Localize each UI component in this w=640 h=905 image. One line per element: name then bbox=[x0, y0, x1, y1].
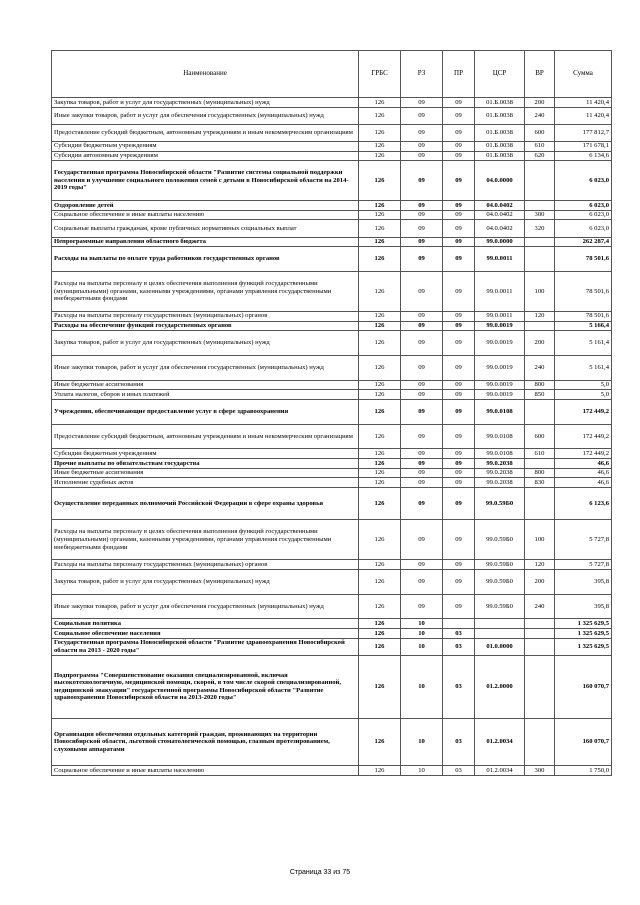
table-row bbox=[52, 331, 612, 356]
cell-vr bbox=[525, 201, 555, 211]
cell-csr: 99.0.0108 bbox=[475, 424, 525, 449]
cell-vr: 830 bbox=[525, 478, 555, 488]
cell-csr: 99.0.59Б0 bbox=[475, 594, 525, 619]
cell-vr: 850 bbox=[525, 390, 555, 400]
cell-pr: 09 bbox=[443, 520, 475, 560]
cell-rz: 09 bbox=[401, 449, 443, 459]
cell-name: Расходы на выплаты по оплате труда работников государственных органов bbox=[52, 247, 359, 272]
cell-grbs: 126 bbox=[359, 594, 401, 619]
table-row bbox=[52, 380, 612, 390]
table-row bbox=[52, 468, 612, 478]
cell-csr: 99.0.0108 bbox=[475, 399, 525, 424]
table-row bbox=[52, 237, 612, 247]
cell-grbs: 126 bbox=[359, 331, 401, 356]
table-row bbox=[52, 718, 612, 766]
table-row bbox=[52, 220, 612, 237]
cell-vr bbox=[525, 718, 555, 766]
cell-csr: 01.2.0034 bbox=[475, 766, 525, 776]
cell-csr: 99.0.0019 bbox=[475, 390, 525, 400]
cell-vr: 100 bbox=[525, 520, 555, 560]
cell-vr: 240 bbox=[525, 594, 555, 619]
cell-grbs: 126 bbox=[359, 655, 401, 718]
cell-grbs: 126 bbox=[359, 629, 401, 639]
cell-rz: 09 bbox=[401, 468, 443, 478]
cell-name: Закупка товаров, работ и услуг для государственных (муниципальных) нужд bbox=[52, 98, 359, 108]
table-row bbox=[52, 399, 612, 424]
cell-sum: 262 287,4 bbox=[555, 237, 612, 247]
cell-rz: 09 bbox=[401, 520, 443, 560]
cell-grbs: 126 bbox=[359, 468, 401, 478]
cell-name: Социальное обеспечение и иные выплаты населению bbox=[52, 210, 359, 220]
cell-csr: 99.0.0019 bbox=[475, 331, 525, 356]
cell-grbs: 126 bbox=[359, 478, 401, 488]
cell-rz: 09 bbox=[401, 594, 443, 619]
cell-name: Расходы на выплаты персоналу государственных (муниципальных) органов bbox=[52, 560, 359, 570]
cell-grbs: 126 bbox=[359, 321, 401, 331]
cell-name: Расходы на выплаты персоналу в целях обеспечения выполнения функций государственными (муниципальными) органами, казенными учреждениями, органами управления государственными внебюджетными фондами bbox=[52, 271, 359, 311]
cell-pr: 09 bbox=[443, 380, 475, 390]
cell-grbs: 126 bbox=[359, 124, 401, 141]
cell-pr: 09 bbox=[443, 390, 475, 400]
table-row bbox=[52, 124, 612, 141]
cell-rz: 09 bbox=[401, 424, 443, 449]
table-row bbox=[52, 619, 612, 629]
cell-name: Социальная политика bbox=[52, 619, 359, 629]
cell-name: Закупка товаров, работ и услуг для государственных (муниципальных) нужд bbox=[52, 331, 359, 356]
cell-sum: 5 161,4 bbox=[555, 331, 612, 356]
cell-pr: 03 bbox=[443, 766, 475, 776]
header-name: Наименование bbox=[52, 51, 359, 98]
cell-sum: 46,6 bbox=[555, 478, 612, 488]
cell-pr: 09 bbox=[443, 399, 475, 424]
cell-sum: 1 325 629,5 bbox=[555, 619, 612, 629]
cell-sum: 172 449,2 bbox=[555, 399, 612, 424]
cell-vr: 300 bbox=[525, 766, 555, 776]
cell-sum: 6 023,0 bbox=[555, 201, 612, 211]
cell-csr: 99.0.2038 bbox=[475, 478, 525, 488]
budget-table bbox=[51, 50, 612, 776]
cell-vr: 600 bbox=[525, 124, 555, 141]
cell-vr bbox=[525, 161, 555, 201]
cell-pr: 09 bbox=[443, 449, 475, 459]
cell-rz: 09 bbox=[401, 210, 443, 220]
cell-csr: 99.0.0000 bbox=[475, 237, 525, 247]
cell-grbs: 126 bbox=[359, 619, 401, 629]
cell-name: Государственная программа Новосибирской области "Развитие здравоохранения Новосибирской области на 2013 - 2020 годы" bbox=[52, 638, 359, 655]
cell-rz: 09 bbox=[401, 331, 443, 356]
cell-grbs: 126 bbox=[359, 520, 401, 560]
cell-name: Субсидии автономным учреждениям bbox=[52, 151, 359, 161]
table-row bbox=[52, 655, 612, 718]
cell-name: Иные закупки товаров, работ и услуг для обеспечения государственных (муниципальных) нужд bbox=[52, 355, 359, 380]
cell-sum: 78 501,6 bbox=[555, 271, 612, 311]
cell-rz: 10 bbox=[401, 619, 443, 629]
cell-pr: 09 bbox=[443, 151, 475, 161]
cell-vr: 120 bbox=[525, 560, 555, 570]
cell-sum: 5 161,4 bbox=[555, 355, 612, 380]
cell-vr: 610 bbox=[525, 449, 555, 459]
cell-sum: 78 501,6 bbox=[555, 247, 612, 272]
cell-name: Непрограммные направления областного бюджета bbox=[52, 237, 359, 247]
cell-rz: 09 bbox=[401, 247, 443, 272]
cell-pr bbox=[443, 619, 475, 629]
cell-name: Уплата налогов, сборов и иных платежей bbox=[52, 390, 359, 400]
table-row bbox=[52, 520, 612, 560]
cell-sum: 5 727,8 bbox=[555, 560, 612, 570]
cell-name: Социальное обеспечение и иные выплаты населению bbox=[52, 766, 359, 776]
cell-rz: 09 bbox=[401, 161, 443, 201]
cell-name: Предоставление субсидий бюджетным, автономным учреждениям и иным некоммерческим организациям bbox=[52, 124, 359, 141]
table-row bbox=[52, 151, 612, 161]
cell-pr: 09 bbox=[443, 569, 475, 594]
cell-grbs: 126 bbox=[359, 247, 401, 272]
cell-grbs: 126 bbox=[359, 390, 401, 400]
cell-name: Учреждения, обеспечивающие предоставление услуг в сфере здравоохранения bbox=[52, 399, 359, 424]
cell-pr: 09 bbox=[443, 107, 475, 124]
cell-vr: 100 bbox=[525, 271, 555, 311]
cell-csr: 01.Б.0038 bbox=[475, 151, 525, 161]
table-row bbox=[52, 638, 612, 655]
cell-sum: 160 070,7 bbox=[555, 655, 612, 718]
cell-grbs: 126 bbox=[359, 399, 401, 424]
cell-sum: 6 023,0 bbox=[555, 210, 612, 220]
cell-sum: 11 420,4 bbox=[555, 107, 612, 124]
cell-grbs: 126 bbox=[359, 424, 401, 449]
cell-pr: 09 bbox=[443, 247, 475, 272]
cell-name: Иные бюджетные ассигнования bbox=[52, 380, 359, 390]
cell-rz: 09 bbox=[401, 487, 443, 519]
cell-sum: 1 750,0 bbox=[555, 766, 612, 776]
cell-pr: 09 bbox=[443, 210, 475, 220]
cell-pr: 09 bbox=[443, 594, 475, 619]
cell-grbs: 126 bbox=[359, 210, 401, 220]
cell-vr: 620 bbox=[525, 151, 555, 161]
header-vr: ВР bbox=[525, 51, 555, 98]
cell-csr: 04.0.0402 bbox=[475, 210, 525, 220]
cell-name: Предоставление субсидий бюджетным, автономным учреждениям и иным некоммерческим организациям bbox=[52, 424, 359, 449]
cell-sum: 6 134,6 bbox=[555, 151, 612, 161]
cell-sum: 171 678,1 bbox=[555, 141, 612, 151]
cell-pr: 09 bbox=[443, 271, 475, 311]
cell-name: Расходы на выплаты персоналу государственных (муниципальных) органов bbox=[52, 311, 359, 321]
cell-csr: 99.0.59Б0 bbox=[475, 520, 525, 560]
cell-pr: 09 bbox=[443, 321, 475, 331]
cell-rz: 10 bbox=[401, 638, 443, 655]
cell-csr: 01.Б.0038 bbox=[475, 98, 525, 108]
cell-grbs: 126 bbox=[359, 718, 401, 766]
cell-csr bbox=[475, 619, 525, 629]
cell-grbs: 126 bbox=[359, 449, 401, 459]
cell-pr: 09 bbox=[443, 237, 475, 247]
cell-rz: 09 bbox=[401, 271, 443, 311]
table-row bbox=[52, 390, 612, 400]
header-pr: ПР bbox=[443, 51, 475, 98]
cell-name: Иные бюджетные ассигнования bbox=[52, 468, 359, 478]
cell-name: Исполнение судебных актов bbox=[52, 478, 359, 488]
table-row bbox=[52, 766, 612, 776]
cell-csr: 99.0.2038 bbox=[475, 468, 525, 478]
cell-name: Оздоровление детей bbox=[52, 201, 359, 211]
cell-pr: 09 bbox=[443, 161, 475, 201]
cell-csr: 99.0.0019 bbox=[475, 321, 525, 331]
cell-sum: 1 325 629,5 bbox=[555, 638, 612, 655]
cell-pr: 03 bbox=[443, 629, 475, 639]
cell-csr: 99.0.0011 bbox=[475, 271, 525, 311]
cell-pr: 09 bbox=[443, 355, 475, 380]
cell-pr: 09 bbox=[443, 487, 475, 519]
cell-csr: 01.Б.0038 bbox=[475, 141, 525, 151]
cell-pr: 09 bbox=[443, 98, 475, 108]
cell-csr: 04.0.0402 bbox=[475, 201, 525, 211]
cell-sum: 11 420,4 bbox=[555, 98, 612, 108]
cell-rz: 09 bbox=[401, 220, 443, 237]
cell-rz: 09 bbox=[401, 399, 443, 424]
cell-vr: 800 bbox=[525, 468, 555, 478]
cell-grbs: 126 bbox=[359, 98, 401, 108]
cell-sum: 395,8 bbox=[555, 594, 612, 619]
table-row bbox=[52, 569, 612, 594]
cell-csr: 01.2.0000 bbox=[475, 655, 525, 718]
cell-name: Расходы на обеспечение функций государственных органов bbox=[52, 321, 359, 331]
cell-rz: 09 bbox=[401, 355, 443, 380]
cell-pr: 09 bbox=[443, 331, 475, 356]
cell-name: Прочие выплаты по обязательствам государства bbox=[52, 459, 359, 469]
cell-pr: 09 bbox=[443, 141, 475, 151]
cell-pr: 03 bbox=[443, 655, 475, 718]
cell-rz: 09 bbox=[401, 151, 443, 161]
cell-rz: 09 bbox=[401, 380, 443, 390]
cell-vr: 300 bbox=[525, 210, 555, 220]
cell-vr bbox=[525, 459, 555, 469]
cell-vr bbox=[525, 619, 555, 629]
cell-rz: 09 bbox=[401, 311, 443, 321]
page-number: Страница 33 из 75 bbox=[289, 869, 351, 876]
cell-sum: 6 023,0 bbox=[555, 220, 612, 237]
cell-rz: 09 bbox=[401, 459, 443, 469]
cell-name: Субсидии бюджетным учреждениям bbox=[52, 141, 359, 151]
cell-pr: 03 bbox=[443, 638, 475, 655]
cell-grbs: 126 bbox=[359, 141, 401, 151]
cell-rz: 09 bbox=[401, 321, 443, 331]
cell-rz: 09 bbox=[401, 141, 443, 151]
cell-name: Государственная программа Новосибирской области "Развитие системы социальной поддержки населения и улучшение социального положения семей с детьми в Новосибирской области на 2014-2019 годы" bbox=[52, 161, 359, 201]
cell-grbs: 126 bbox=[359, 311, 401, 321]
cell-csr: 04.0.0000 bbox=[475, 161, 525, 201]
cell-name: Организация обеспечения отдельных категорий граждан, проживающих на территории Новосибирской области, льготной стоматологической помощью, глазным протезированием, слуховыми аппаратами bbox=[52, 718, 359, 766]
cell-vr bbox=[525, 247, 555, 272]
cell-grbs: 126 bbox=[359, 151, 401, 161]
cell-grbs: 126 bbox=[359, 355, 401, 380]
cell-sum: 172 449,2 bbox=[555, 449, 612, 459]
cell-pr: 09 bbox=[443, 220, 475, 237]
cell-vr bbox=[525, 321, 555, 331]
table-row bbox=[52, 247, 612, 272]
cell-rz: 09 bbox=[401, 124, 443, 141]
cell-csr: 99.0.0108 bbox=[475, 449, 525, 459]
cell-pr: 09 bbox=[443, 311, 475, 321]
cell-sum: 1 325 629,5 bbox=[555, 629, 612, 639]
table-row bbox=[52, 321, 612, 331]
cell-vr: 120 bbox=[525, 311, 555, 321]
cell-rz: 10 bbox=[401, 766, 443, 776]
table-row bbox=[52, 424, 612, 449]
cell-rz: 10 bbox=[401, 718, 443, 766]
cell-csr: 99.0.59Б0 bbox=[475, 487, 525, 519]
cell-csr: 99.0.0011 bbox=[475, 247, 525, 272]
table-row bbox=[52, 478, 612, 488]
header-sum: Сумма bbox=[555, 51, 612, 98]
cell-rz: 09 bbox=[401, 201, 443, 211]
cell-csr: 01.Б.0038 bbox=[475, 107, 525, 124]
cell-csr bbox=[475, 629, 525, 639]
cell-grbs: 126 bbox=[359, 220, 401, 237]
cell-csr: 01.Б.0038 bbox=[475, 124, 525, 141]
cell-sum: 172 449,2 bbox=[555, 424, 612, 449]
cell-sum: 395,8 bbox=[555, 569, 612, 594]
cell-grbs: 126 bbox=[359, 766, 401, 776]
table-row bbox=[52, 487, 612, 519]
cell-sum: 5 727,8 bbox=[555, 520, 612, 560]
cell-vr: 200 bbox=[525, 569, 555, 594]
cell-sum: 177 812,7 bbox=[555, 124, 612, 141]
cell-name: Иные закупки товаров, работ и услуг для обеспечения государственных (муниципальных) нужд bbox=[52, 107, 359, 124]
table-header-row bbox=[52, 51, 612, 98]
cell-rz: 09 bbox=[401, 390, 443, 400]
cell-grbs: 126 bbox=[359, 487, 401, 519]
cell-rz: 10 bbox=[401, 655, 443, 718]
table-row bbox=[52, 271, 612, 311]
cell-csr: 01.2.0034 bbox=[475, 718, 525, 766]
table-row bbox=[52, 355, 612, 380]
cell-name: Осуществление переданных полномочий Российской Федерации в сфере охраны здоровья bbox=[52, 487, 359, 519]
cell-grbs: 126 bbox=[359, 201, 401, 211]
cell-sum: 46,6 bbox=[555, 459, 612, 469]
cell-grbs: 126 bbox=[359, 569, 401, 594]
cell-csr: 99.0.59Б0 bbox=[475, 569, 525, 594]
cell-sum: 6 123,6 bbox=[555, 487, 612, 519]
table-row bbox=[52, 210, 612, 220]
cell-sum: 5 166,4 bbox=[555, 321, 612, 331]
cell-sum: 5,0 bbox=[555, 380, 612, 390]
cell-rz: 09 bbox=[401, 560, 443, 570]
cell-vr: 610 bbox=[525, 141, 555, 151]
cell-rz: 09 bbox=[401, 478, 443, 488]
cell-name: Закупка товаров, работ и услуг для государственных (муниципальных) нужд bbox=[52, 569, 359, 594]
cell-sum: 6 023,0 bbox=[555, 161, 612, 201]
cell-rz: 09 bbox=[401, 237, 443, 247]
table-row bbox=[52, 594, 612, 619]
cell-vr bbox=[525, 629, 555, 639]
cell-grbs: 126 bbox=[359, 161, 401, 201]
cell-rz: 09 bbox=[401, 107, 443, 124]
cell-rz: 09 bbox=[401, 569, 443, 594]
header-grbs: ГРБС bbox=[359, 51, 401, 98]
cell-grbs: 126 bbox=[359, 380, 401, 390]
cell-grbs: 126 bbox=[359, 237, 401, 247]
table-row bbox=[52, 201, 612, 211]
cell-name: Расходы на выплаты персоналу в целях обеспечения выполнения функций государственными (муниципальными) органами, казенными учреждениями, органами управления государственными внебюджетными фондами bbox=[52, 520, 359, 560]
cell-sum: 78 501,6 bbox=[555, 311, 612, 321]
table-row bbox=[52, 560, 612, 570]
cell-name: Социальные выплаты гражданам, кроме публичных нормативных социальных выплат bbox=[52, 220, 359, 237]
cell-vr: 800 bbox=[525, 380, 555, 390]
table-row bbox=[52, 98, 612, 108]
cell-sum: 46,6 bbox=[555, 468, 612, 478]
cell-rz: 09 bbox=[401, 98, 443, 108]
cell-vr bbox=[525, 237, 555, 247]
cell-vr bbox=[525, 487, 555, 519]
cell-csr: 99.0.59Б0 bbox=[475, 560, 525, 570]
cell-vr: 320 bbox=[525, 220, 555, 237]
cell-sum: 5,0 bbox=[555, 390, 612, 400]
cell-pr: 09 bbox=[443, 468, 475, 478]
cell-grbs: 126 bbox=[359, 638, 401, 655]
cell-sum: 160 070,7 bbox=[555, 718, 612, 766]
cell-pr: 09 bbox=[443, 560, 475, 570]
cell-vr: 240 bbox=[525, 107, 555, 124]
table-row bbox=[52, 459, 612, 469]
cell-pr: 09 bbox=[443, 124, 475, 141]
cell-vr: 200 bbox=[525, 98, 555, 108]
cell-vr bbox=[525, 655, 555, 718]
cell-vr: 600 bbox=[525, 424, 555, 449]
cell-name: Подпрограмма "Совершенствование оказания специализированной, включая высокотехнологичную, медицинской помощи, скорой, в том числе скорой специализированной, медицинской эвакуации" государственной программы Новосибирской области "Развитие здравоохранения Новосибирской области на 2013-2020 годы" bbox=[52, 655, 359, 718]
cell-vr: 240 bbox=[525, 355, 555, 380]
cell-pr: 09 bbox=[443, 201, 475, 211]
cell-grbs: 126 bbox=[359, 107, 401, 124]
header-csr: ЦСР bbox=[475, 51, 525, 98]
table-row bbox=[52, 629, 612, 639]
cell-vr: 200 bbox=[525, 331, 555, 356]
cell-pr: 09 bbox=[443, 459, 475, 469]
cell-csr: 99.0.2038 bbox=[475, 459, 525, 469]
cell-csr: 99.0.0011 bbox=[475, 311, 525, 321]
table-row bbox=[52, 311, 612, 321]
cell-vr bbox=[525, 638, 555, 655]
cell-pr: 09 bbox=[443, 424, 475, 449]
table-row bbox=[52, 161, 612, 201]
cell-grbs: 126 bbox=[359, 271, 401, 311]
cell-name: Социальное обеспечение населения bbox=[52, 629, 359, 639]
cell-pr: 09 bbox=[443, 478, 475, 488]
cell-csr: 99.0.0019 bbox=[475, 380, 525, 390]
cell-rz: 10 bbox=[401, 629, 443, 639]
cell-vr bbox=[525, 399, 555, 424]
table-row bbox=[52, 449, 612, 459]
cell-pr: 03 bbox=[443, 718, 475, 766]
cell-name: Субсидии бюджетным учреждениям bbox=[52, 449, 359, 459]
cell-csr: 99.0.0019 bbox=[475, 355, 525, 380]
cell-grbs: 126 bbox=[359, 560, 401, 570]
table-row bbox=[52, 141, 612, 151]
cell-csr: 04.0.0402 bbox=[475, 220, 525, 237]
header-rz: РЗ bbox=[401, 51, 443, 98]
cell-grbs: 126 bbox=[359, 459, 401, 469]
cell-name: Иные закупки товаров, работ и услуг для обеспечения государственных (муниципальных) нужд bbox=[52, 594, 359, 619]
cell-csr: 01.0.0000 bbox=[475, 638, 525, 655]
table-body bbox=[52, 98, 612, 776]
table-row bbox=[52, 107, 612, 124]
